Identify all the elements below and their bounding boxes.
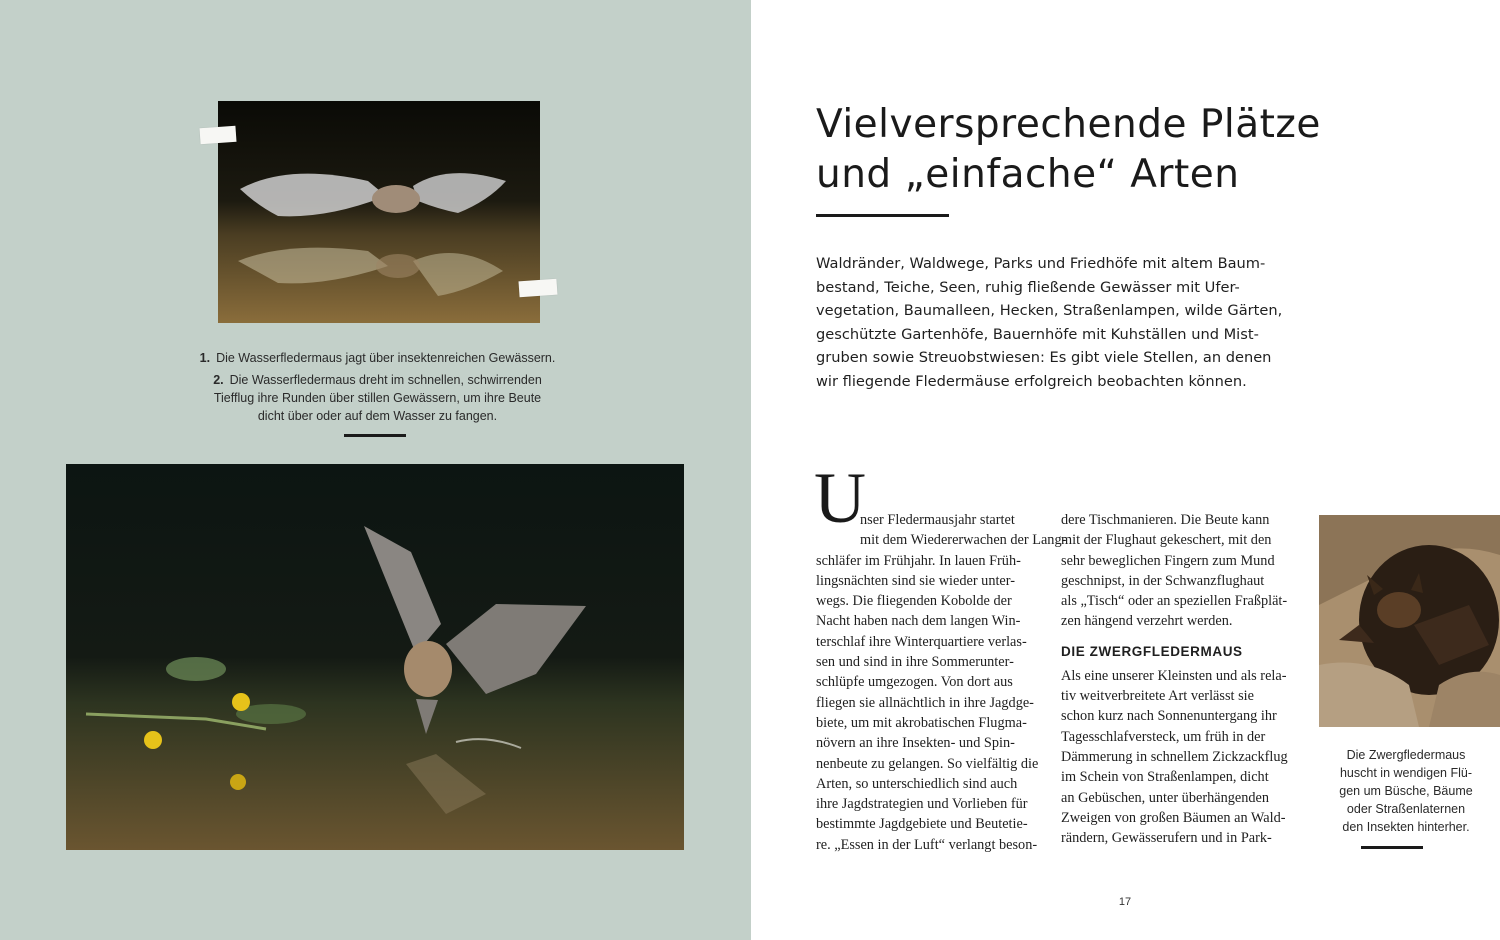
drop-cap: U <box>814 458 866 538</box>
photo-bat-flying-over-water <box>218 101 540 323</box>
body-column-1: nser Fledermausjahr startet mit dem Wiedererwachen der Lang- schläfer im Frühjahr. In lauen Früh- lingsnächten sind sie wieder unter- wegs. Die fliegenden Kobolde der Nacht haben nach dem langen Win- terschlaf ihre Winterquartiere verlas- sen und sind in ihre Sommerunter- schlüpfe umgezogen. Von dort aus fliegen sie allnächtlich in ihre Jagdge- biete, um mit akrobatischen Flugma- növern an ihre Insekten- und Spin- nenbeute zu gelangen. So vielfältig die Arten, so unterschiedlich sind auch ihre Jagdstrategien und Vorlieben für bestimmte Jagdgebiete und Beutetie- re. „Essen in der Luft“ verlangt beson- <box>816 512 1067 853</box>
side-caption-divider <box>1361 846 1423 849</box>
intro-paragraph: Waldränder, Waldwege, Parks und Friedhöfe mit altem Baum- bestand, Teiche, Seen, ruhig fließende Gewässer mit Ufer- vegetation, Baumalleen, Hecken, Straßenlampen, wilde Gärten, geschützte Gartenhöfe, Bauernhöfe mit Kuhställen und Mist- gruben sowie Streuobstwiesen: Es gibt viele Stellen, an denen wir fliegende Fledermäuse erfolgreich beobachten können. <box>816 255 1283 390</box>
side-photo-caption: Die Zwergfledermaus huscht in wendigen Flü- gen um Büsche, Bäume oder Straßenlaternen den Insekten hinterher. <box>1339 748 1473 834</box>
title-divider <box>816 214 949 217</box>
section-subheading: DIE ZWERGFLEDERMAUS <box>1061 643 1243 659</box>
caption-1: 1. Die Wasserfledermaus jagt über insektenreichen Gewässern. <box>199 351 556 365</box>
photo-pipistrelle-in-tree-hollow <box>1319 515 1500 727</box>
page-number: 17 <box>1118 896 1132 908</box>
caption-divider <box>344 434 406 437</box>
page-title: Vielversprechende Plätze und „einfache“ Arten <box>816 102 1321 197</box>
photo-captions <box>150 349 605 429</box>
caption-2: 2. Die Wasserfledermaus dreht im schnellen, schwirrenden Tiefflug ihre Runden über stillen Gewässern, um ihre Beute dicht über oder auf dem Wasser zu fangen. <box>213 373 542 423</box>
photo-tape-strip-bottom <box>518 279 557 298</box>
body-column-2: dere Tischmanieren. Die Beute kann mit der Flughaut gekeschert, mit den sehr beweglichen Fingern zum Mund geschnipst, in der Schwanzflughaut als „Tisch“ oder an speziellen Fraßplät- zen hängend verzehrt werden. DIE ZWERGFLEDERMAUS Als eine unserer Kleinsten und als rela- tiv weitverbreitete Art verlässt sie schon kurz nach Sonnenuntergang ihr Tagesschlafversteck, um früh in der Dämmerung in schnellem Zickzackflug im Schein von Straßenlampen, dicht an Gebüschen, unter überhängenden Zweigen von großen Bäumen an Wald- rändern, Gewässerufern und in Park- <box>1061 510 1293 848</box>
photo-tape-strip-top <box>199 126 236 144</box>
photo-bat-catching-prey-on-water <box>66 464 684 850</box>
